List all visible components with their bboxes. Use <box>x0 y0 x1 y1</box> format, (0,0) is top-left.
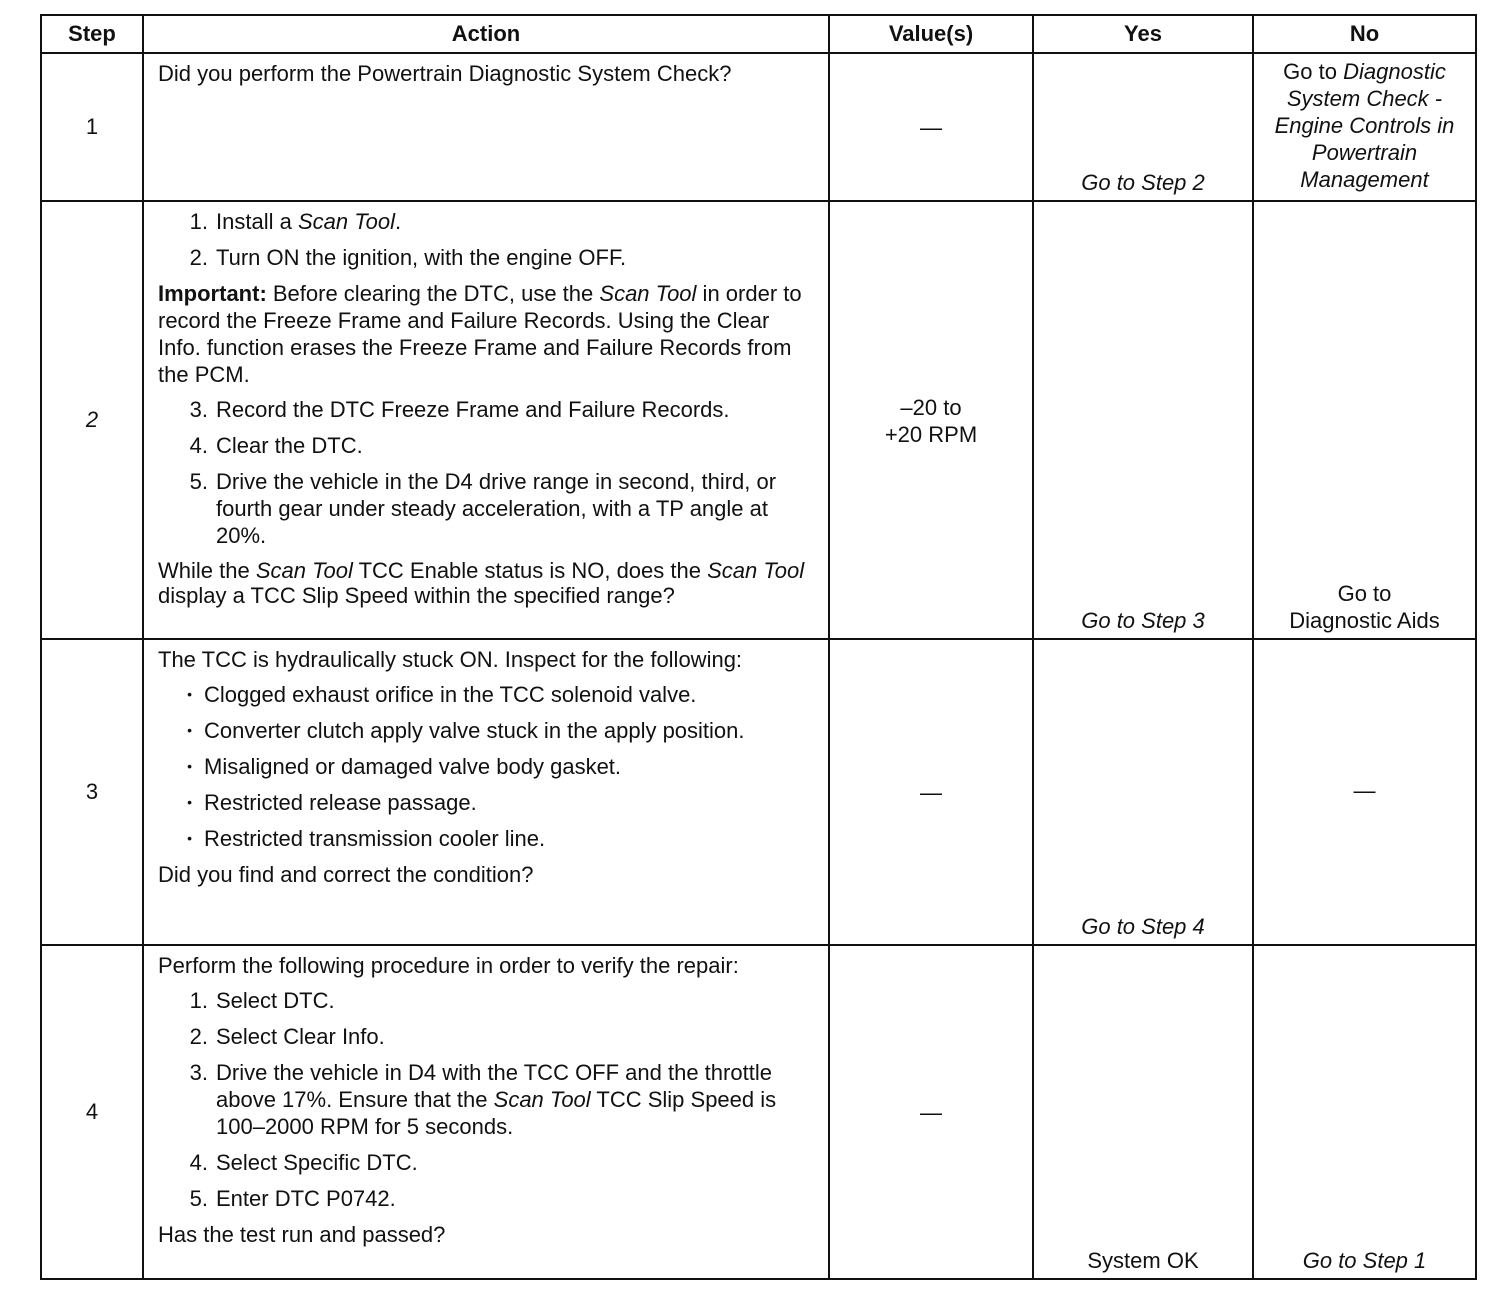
item-number: 4. <box>189 433 208 458</box>
procedure-list <box>158 987 816 1212</box>
important-label: Important: <box>158 281 267 306</box>
bullet-text: Converter clutch apply valve stuck in the apply position. <box>204 718 745 743</box>
list-item: • Restricted release passage. <box>158 789 816 816</box>
list-item <box>158 396 816 423</box>
no-cell <box>1253 945 1476 1279</box>
list-item: • Clogged exhaust orifice in the TCC solenoid valve. <box>158 681 816 708</box>
item-text: Turn ON the ignition, with the engine OFF. <box>216 245 627 270</box>
yes-text: System OK <box>1087 1248 1199 1273</box>
header-yes: Yes <box>1033 15 1253 53</box>
item-number: 2. <box>189 1024 208 1049</box>
value-text: — <box>920 1099 942 1125</box>
header-row <box>41 15 1476 53</box>
action-cell <box>143 53 829 201</box>
list-item <box>158 1149 816 1176</box>
no-reference: Diagnostic System Check - Engine Controls in Powertrain Management <box>1274 59 1455 192</box>
important-italic: Scan Tool <box>599 281 697 306</box>
item-number: 2. <box>189 245 208 270</box>
item-text: Record the DTC Freeze Frame and Failure Records. <box>216 397 730 422</box>
step-number: 1 <box>41 53 143 201</box>
q-text-end: display a TCC Slip Speed within the specified range? <box>158 583 675 608</box>
step-question: Did you find and correct the condition? <box>158 862 534 887</box>
diagnostic-table <box>40 14 1477 1280</box>
value-cell <box>829 53 1033 201</box>
step-number: 3 <box>41 639 143 945</box>
item-text: Drive the vehicle in D4 with the TCC OFF and the throttle above 17%. Ensure that the <box>216 1060 772 1112</box>
procedure-list <box>158 208 816 271</box>
item-text: Clear the DTC. <box>216 433 363 458</box>
item-number: 4. <box>189 1150 208 1175</box>
value-range-line-2: +20 RPM <box>884 422 978 447</box>
list-item <box>158 1185 816 1212</box>
value-text: — <box>920 779 942 805</box>
yes-cell <box>1033 201 1253 639</box>
table-row-step-1 <box>41 53 1476 201</box>
item-number: 5. <box>189 1186 208 1211</box>
step-question: Has the test run and passed? <box>158 1222 446 1247</box>
item-number: 1. <box>189 988 208 1013</box>
item-text: Select Specific DTC. <box>216 1150 418 1175</box>
no-text: — <box>1353 777 1376 803</box>
item-text: Install a <box>216 209 298 234</box>
header-action: Action <box>143 15 829 53</box>
action-cell <box>143 945 829 1279</box>
no-text: Go to Step 1 <box>1302 1248 1427 1273</box>
item-number: 3. <box>189 397 208 422</box>
q-text-mid: TCC Enable status is NO, does the <box>352 558 708 583</box>
no-cell <box>1253 201 1476 639</box>
q-text: While the <box>158 558 256 583</box>
bullet-text: Clogged exhaust orifice in the TCC solenoid valve. <box>204 682 697 707</box>
no-text-line-1: Go to <box>1337 581 1392 606</box>
yes-text: Go to Step 3 <box>1081 608 1205 633</box>
value-cell <box>829 201 1033 639</box>
header-step: Step <box>41 15 143 53</box>
header-values: Value(s) <box>829 15 1033 53</box>
no-cell <box>1253 639 1476 945</box>
procedure-list <box>158 396 816 549</box>
value-range-line-1: –20 to <box>900 395 962 420</box>
step-number: 4 <box>41 945 143 1279</box>
list-item <box>158 432 816 459</box>
step-intro: The TCC is hydraulically stuck ON. Inspect for the following: <box>158 647 743 672</box>
step-number: 2 <box>41 201 143 639</box>
value-text: — <box>920 114 942 140</box>
no-text-line-2: Diagnostic Aids <box>1289 608 1440 633</box>
list-item <box>158 244 816 271</box>
list-item: • Converter clutch apply valve stuck in the apply position. <box>158 717 816 744</box>
item-number: 3. <box>189 1060 208 1085</box>
q-italic: Scan Tool <box>255 558 353 583</box>
item-text-end: TCC Slip Speed is 100–2000 RPM for 5 seconds. <box>216 1087 777 1139</box>
item-text: Select DTC. <box>216 988 335 1013</box>
important-note <box>158 280 816 388</box>
item-text: Select Clear Info. <box>216 1024 385 1049</box>
action-cell <box>143 639 829 945</box>
action-text: Did you perform the Powertrain Diagnostic System Check? <box>158 61 732 86</box>
item-number: 5. <box>189 469 208 494</box>
item-italic: Scan Tool <box>297 209 395 234</box>
list-item: • Misaligned or damaged valve body gasket. <box>158 753 816 780</box>
yes-text: Go to Step 2 <box>1081 170 1205 195</box>
inspection-list <box>158 681 816 852</box>
yes-text: Go to Step 4 <box>1081 914 1205 939</box>
no-cell <box>1253 53 1476 201</box>
table-row-step-3 <box>41 639 1476 945</box>
item-text-end: . <box>394 209 402 234</box>
list-item <box>158 468 816 549</box>
q-italic-2: Scan Tool <box>707 558 805 583</box>
no-prefix: Go to <box>1283 59 1337 84</box>
yes-cell <box>1033 639 1253 945</box>
step-intro: Perform the following procedure in order to verify the repair: <box>158 953 739 978</box>
list-item <box>158 208 816 235</box>
header-no: No <box>1253 15 1476 53</box>
list-item <box>158 987 816 1014</box>
list-item <box>158 1023 816 1050</box>
bullet-text: Misaligned or damaged valve body gasket. <box>204 754 622 779</box>
table-row-step-2 <box>41 201 1476 639</box>
important-text: Before clearing the DTC, use the <box>266 281 600 306</box>
action-cell <box>143 201 829 639</box>
item-italic: Scan Tool <box>493 1087 591 1112</box>
item-text: Drive the vehicle in the D4 drive range in second, third, or fourth gear under steady acceleration, with a TP angle at 20%. <box>216 469 777 548</box>
bullet-text: Restricted release passage. <box>204 790 477 815</box>
value-cell <box>829 639 1033 945</box>
yes-cell <box>1033 945 1253 1279</box>
step-question <box>158 558 816 608</box>
value-cell <box>829 945 1033 1279</box>
list-item <box>158 1059 816 1140</box>
important-text-end: in order to record the Freeze Frame and Failure Records. Using the Clear Info. function erases the Freeze Frame and Failure Records from the PCM. <box>158 281 802 387</box>
list-item: • Restricted transmission cooler line. <box>158 825 816 852</box>
table-row-step-4 <box>41 945 1476 1279</box>
item-text: Enter DTC P0742. <box>216 1186 396 1211</box>
yes-cell <box>1033 53 1253 201</box>
item-number: 1. <box>189 209 208 234</box>
bullet-text: Restricted transmission cooler line. <box>204 826 546 851</box>
